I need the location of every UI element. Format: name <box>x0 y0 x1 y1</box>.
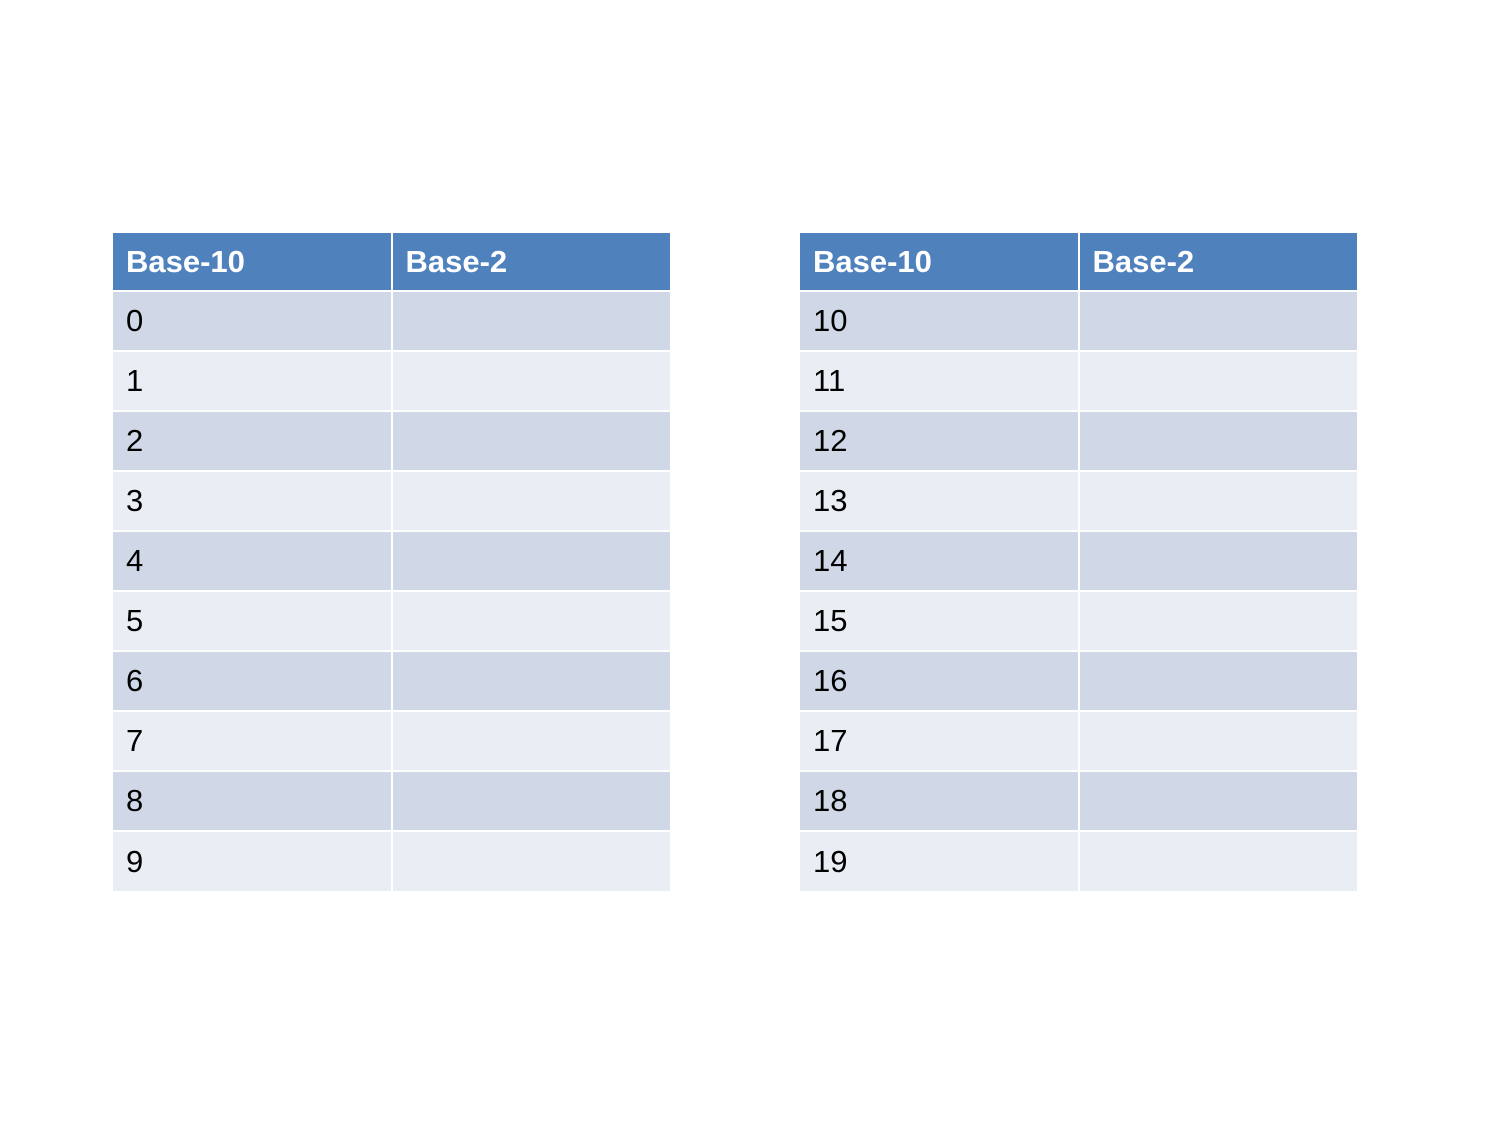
table-row <box>113 531 670 591</box>
cell-base-2[interactable] <box>392 591 671 651</box>
table-row <box>113 411 670 471</box>
table-row <box>113 291 670 351</box>
conversion-table-right <box>800 233 1357 891</box>
cell-base-2[interactable] <box>1079 711 1358 771</box>
table-row <box>800 471 1357 531</box>
cell-base-2[interactable] <box>392 471 671 531</box>
cell-base-2[interactable] <box>1079 351 1358 411</box>
table-row <box>800 531 1357 591</box>
cell-base-2[interactable] <box>1079 411 1358 471</box>
cell-base-10: 11 <box>800 351 1079 411</box>
table-header-row <box>113 233 670 291</box>
table-row <box>113 711 670 771</box>
table-row <box>113 771 670 831</box>
table-row <box>800 831 1357 891</box>
table-header-row <box>800 233 1357 291</box>
cell-base-10: 14 <box>800 531 1079 591</box>
cell-base-10: 7 <box>113 711 392 771</box>
cell-base-10: 17 <box>800 711 1079 771</box>
cell-base-10: 9 <box>113 831 392 891</box>
cell-base-10: 4 <box>113 531 392 591</box>
cell-base-2[interactable] <box>392 411 671 471</box>
cell-base-10: 16 <box>800 651 1079 711</box>
cell-base-10: 13 <box>800 471 1079 531</box>
cell-base-10: 2 <box>113 411 392 471</box>
table-row <box>113 831 670 891</box>
cell-base-10: 8 <box>113 771 392 831</box>
cell-base-10: 10 <box>800 291 1079 351</box>
cell-base-2[interactable] <box>392 831 671 891</box>
table-row <box>800 411 1357 471</box>
cell-base-10: 12 <box>800 411 1079 471</box>
cell-base-10: 3 <box>113 471 392 531</box>
cell-base-2[interactable] <box>392 771 671 831</box>
cell-base-10: 1 <box>113 351 392 411</box>
table-row <box>800 651 1357 711</box>
cell-base-2[interactable] <box>1079 291 1358 351</box>
cell-base-2[interactable] <box>1079 591 1358 651</box>
table-row <box>113 591 670 651</box>
table-row <box>113 471 670 531</box>
cell-base-2[interactable] <box>1079 471 1358 531</box>
cell-base-10: 6 <box>113 651 392 711</box>
table-row <box>800 711 1357 771</box>
header-base-10: Base-10 <box>113 233 392 291</box>
cell-base-10: 5 <box>113 591 392 651</box>
header-base-2: Base-2 <box>392 233 671 291</box>
header-base-2: Base-2 <box>1079 233 1358 291</box>
cell-base-2[interactable] <box>1079 531 1358 591</box>
cell-base-10: 18 <box>800 771 1079 831</box>
cell-base-2[interactable] <box>1079 651 1358 711</box>
conversion-table-left <box>113 233 670 891</box>
cell-base-10: 0 <box>113 291 392 351</box>
table-row <box>800 291 1357 351</box>
table-row <box>800 591 1357 651</box>
cell-base-2[interactable] <box>392 711 671 771</box>
table-row <box>113 351 670 411</box>
cell-base-2[interactable] <box>392 531 671 591</box>
cell-base-10: 15 <box>800 591 1079 651</box>
cell-base-2[interactable] <box>392 291 671 351</box>
table-row <box>800 771 1357 831</box>
cell-base-2[interactable] <box>392 351 671 411</box>
cell-base-2[interactable] <box>1079 831 1358 891</box>
cell-base-2[interactable] <box>392 651 671 711</box>
header-base-10: Base-10 <box>800 233 1079 291</box>
cell-base-10: 19 <box>800 831 1079 891</box>
table-row <box>113 651 670 711</box>
table-row <box>800 351 1357 411</box>
cell-base-2[interactable] <box>1079 771 1358 831</box>
